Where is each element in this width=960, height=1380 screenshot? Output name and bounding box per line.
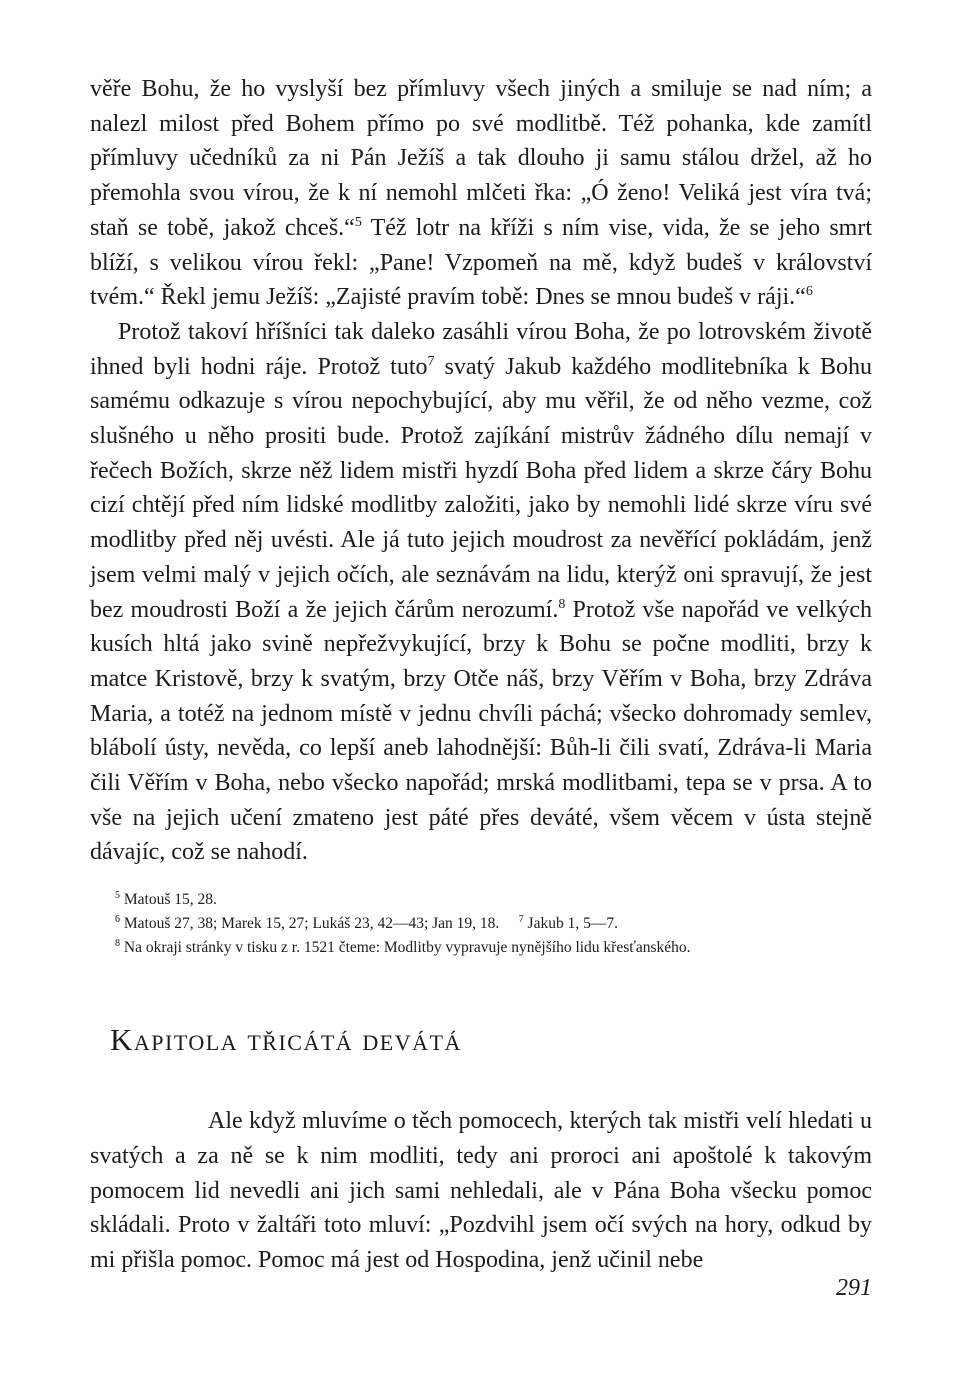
footnotes	[90, 888, 872, 960]
text-segment: Protož takoví hříšníci tak daleko zasáhli vírou Boha, že po lotrovském životě ihned byli hodni ráje. Protož tuto	[90, 318, 872, 380]
footnote-text: Matouš 15, 28.	[120, 891, 217, 909]
footnote-marker: 8	[115, 938, 120, 950]
footnote-marker: 7	[518, 914, 524, 926]
footnote-8	[90, 936, 872, 960]
footnote-ref-6[interactable]: 6	[805, 284, 813, 300]
text-segment: Též lotr na kříži s ním vise, vida, že se jeho smrt blíží, s velikou vírou řekl: „Pane! Vzpomeň na mě, když budeš v království tvém.“ Řekl jemu Ježíš: „Zajisté pravím tobě: Dnes se mnou budeš v ráji.“	[90, 214, 872, 311]
page-number: 291	[836, 1275, 872, 1301]
footnote-text: Matouš 27, 38; Marek 15, 27; Lukáš 23, 42—43; Jan 19, 18.	[120, 915, 519, 933]
footnote-marker: 5	[115, 890, 120, 902]
footnote-text: Na okraji stránky v tisku z r. 1521 čteme: Modlitby vypravuje nynějšího lidu křesťanského.	[120, 939, 691, 957]
footnote-text: Jakub 1, 5—7.	[523, 915, 618, 933]
footnote-5	[90, 888, 872, 912]
footnote-marker: 6	[115, 914, 120, 926]
paragraph-2	[90, 315, 872, 870]
text-segment: svatý Jakub každého modlitebníka k Bohu samému odkazuje s vírou nepochybující, aby mu věřil, že od něho vezme, což slušného u něho prositi bude. Protož zajíkání mistrův žádného dílu nemají v řečech Božích, skrze něž lidem mistři hyzdí Boha před lidem a skrze čáry Bohu cizí chtějí před ním lidské modlitby založiti, jako by nemohli lidé skrze víru své modlitby před něj uvésti. Ale já tuto jejich moudrost za nevěřící pokládám, jenž jsem velmi malý v jejich očích, ale seznávám na lidu, kterýž oni spravují, že jest bez moudrosti Boží a že jejich čárům nerozumí.	[90, 353, 872, 623]
footnote-ref-7[interactable]: 7	[427, 353, 435, 369]
chapter-paragraph: Ale když mluvíme o těch pomocech, kterých tak mistři velí hledati u svatých a za ně se k nim modliti, tedy ani proroci ani apoštolé k takovým pomocem lid nevedli ani jich sami nehledali, ale v Pána Boha všecku pomoc skládali. Proto v žaltáři toto mluví: „Pozdvihl jsem očí svých na hory, odkud by mi přišla pomoc. Pomoc má jest od Hospodina, jenž učinil nebe	[90, 1108, 872, 1273]
page-body	[90, 72, 872, 1278]
paragraph-1	[90, 72, 872, 315]
text-segment: věře Bohu, že ho vyslyší bez přímluvy všech jiných a smiluje se nad ním; a nalezl milost před Bohem přímo po své modlitbě. Též pohanka, kde zamítl přímluvy učedníků za ni Pán Ježíš a tak dlouho ji samu stálou držel, až ho přemohla svou vírou, že k ní nemohl mlčeti řka: „Ó ženo! Veliká jest víra tvá; staň se tobě, jakož chceš.“	[90, 76, 872, 241]
footnote-ref-8[interactable]: 8	[558, 596, 566, 612]
footnote-6-7	[90, 912, 872, 936]
text-segment: Protož vše napořád ve velkých kusích hltá jako svině nepřežvykující, brzy k Bohu se počne modliti, brzy k matce Kristově, brzy k svatým, brzy Otče náš, brzy Věřím v Boha, brzy Zdráva Maria, a totéž na jednom místě v jednu chvíli páchá; všecko dohromady semlev, blábolí ústy, nevěda, co lepší aneb lahodnější: Bůh-li čili svatí, Zdráva-li Maria čili Věřím v Boha, nebo všecko napořád; mrská modlitbami, tepa se v prsa. A to vše na jejich učení zmateno jest páté přes deváté, všem věcem v ústa stejně dávajíc, což se nahodí.	[90, 596, 872, 866]
chapter-heading: Kapitola třicátá devátá	[110, 1022, 462, 1058]
footnote-ref-5[interactable]: 5	[354, 214, 362, 230]
